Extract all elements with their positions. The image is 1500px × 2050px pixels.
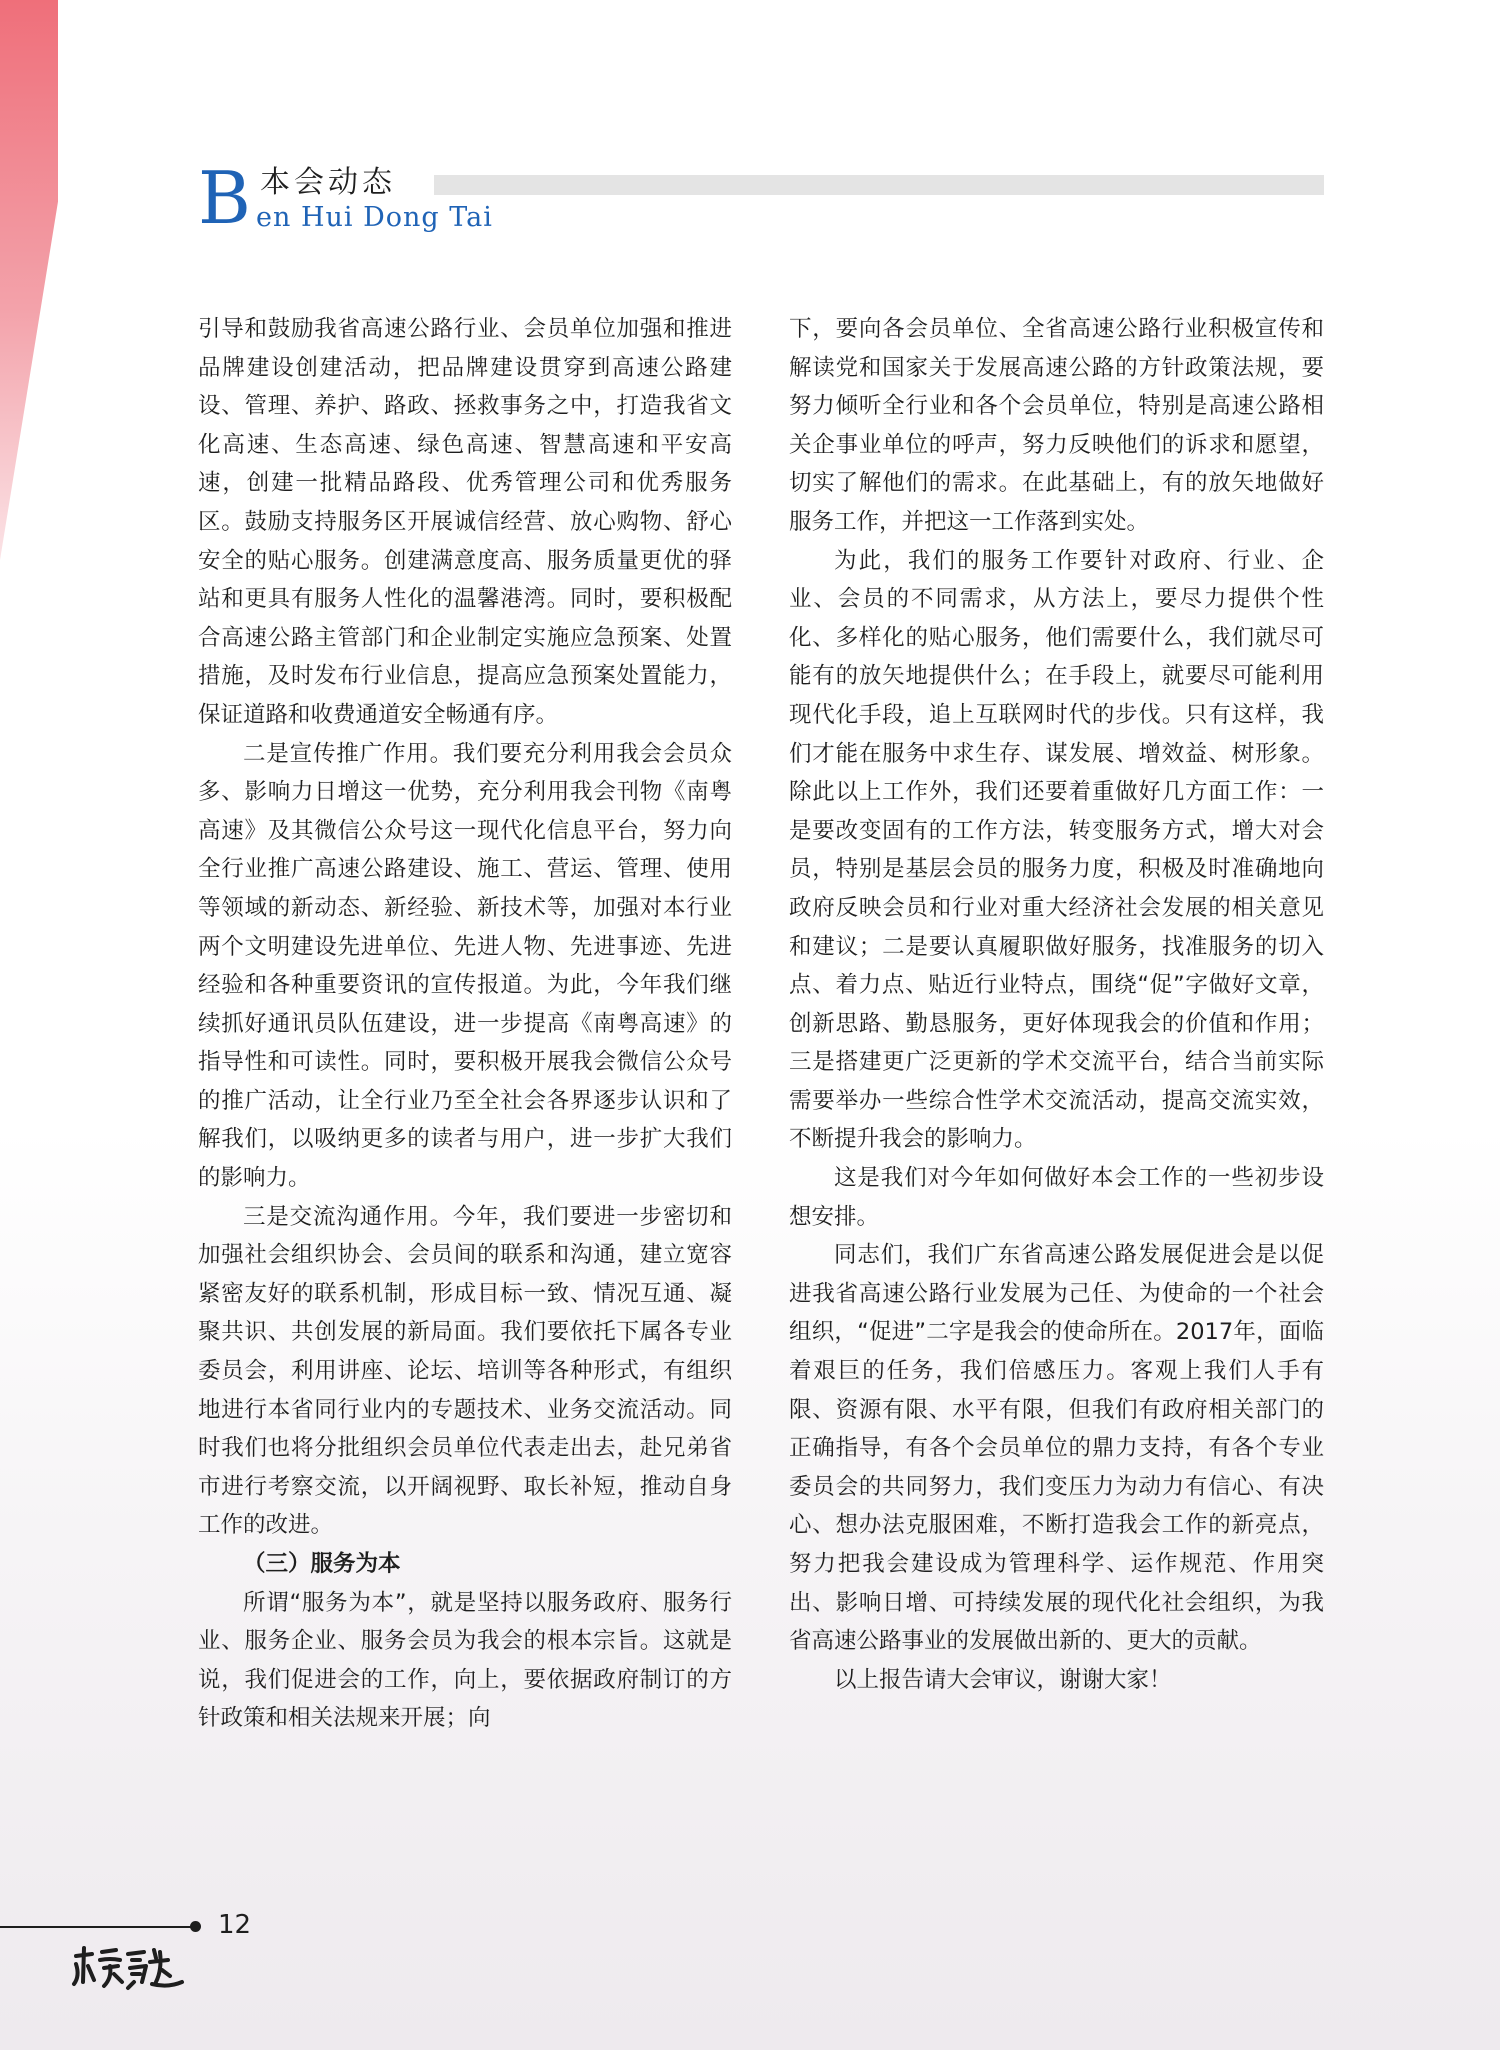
footer-dot	[190, 1921, 201, 1932]
section-title-en: en Hui Dong Tai	[256, 202, 493, 233]
paragraph: 这是我们对今年如何做好本会工作的一些初步设想安排。	[789, 1165, 1324, 1230]
paragraph: 为此，我们的服务工作要针对政府、行业、企业、会员的不同需求，从方法上，要尽力提供个性化、多样化的贴心服务，他们需要什么，我们就尽可能有的放矢地提供什么；在手段上，就要尽可能利用现代化手段，追上互联网时代的步伐。只有这样，我们才能在服务中求生存、谋发展、增效益、树形象。除此以上工作外，我们还要着重做好几方面工作：一是要改变固有的工作方法，转变服务方式，增大对会员，特别是基层会员的服务力度，积极及时准确地向政府反映会员和行业对重大经济社会发展的相关意见和建议；二是要认真履职做好服务，找准服务的切入点、着力点、贴近行业特点，围绕“促”字做好文章，创新思路、勤恳服务，更好体现我会的价值和作用；三是搭建更广泛更新的学术交流平台，结合当前实际需要举办一些综合性学术交流活动，提高交流实效，不断提升我会的影响力。	[789, 547, 1324, 1153]
paragraph: 引导和鼓励我省高速公路行业、会员单位加强和推进品牌建设创建活动，把品牌建设贯穿到高速公路建设、管理、养护、路政、拯救事务之中，打造我省文化高速、生态高速、绿色高速、智慧高速和平安高速，创建一批精品路段、优秀管理公司和优秀服务区。鼓励支持服务区开展诚信经营、放心购物、舒心安全的贴心服务。创建满意度高、服务质量更优的驿站和更具有服务人性化的温馨港湾。同时，要积极配合高速公路主管部门和企业制定实施应急预案、处置措施，及时发布行业信息，提高应急预案处置能力，保证道路和收费通道安全畅通有序。	[198, 316, 732, 728]
paragraph: 三是交流沟通作用。今年，我们要进一步密切和加强社会组织协会、会员间的联系和沟通，建立宽容紧密友好的联系机制，形成目标一致、情况互通、凝聚共识、共创发展的新局面。我们要依托下属各专业委员会，利用讲座、论坛、培训等各种形式，有组织地进行本省同行业内的专题技术、业务交流活动。同时我们也将分批组织会员单位代表走出去，赴兄弟省市进行考察交流，以开阔视野、取长补短，推动自身工作的改进。	[198, 1203, 732, 1539]
section-initial: B	[198, 156, 251, 240]
section-header	[198, 156, 1324, 240]
footer-rule	[0, 1926, 196, 1928]
paragraph: 所谓“服务为本”，就是坚持以服务政府、服务行业、服务企业、服务会员为我会的根本宗旨。这就是说，我们促进会的工作，向上，要依据政府制订的方针政策和相关法规来开展；向	[198, 1589, 732, 1732]
paragraph: 二是宣传推广作用。我们要充分利用我会会员众多、影响力日增这一优势，充分利用我会刊物《南粤高速》及其微信公众号这一现代化信息平台，努力向全行业推广高速公路建设、施工、营运、管理、使用等领域的新动态、新经验、新技术等，加强对本行业两个文明建设先进单位、先进人物、先进事迹、先进经验和各种重要资讯的宣传报道。为此，今年我们继续抓好通讯员队伍建设，进一步提高《南粤高速》的指导性和可读性。同时，要积极开展我会微信公众号的推广活动，让全行业乃至全社会各界逐步认识和了解我们，以吸纳更多的读者与用户，进一步扩大我们的影响力。	[198, 740, 732, 1192]
section-title-cn: 本会动态	[260, 165, 396, 200]
title-bar-decoration	[434, 175, 1324, 195]
paragraph: 同志们，我们广东省高速公路发展促进会是以促进我省高速公路行业发展为己任、为使命的一个社会组织，“促进”二字是我会的使命所在。2017年，面临着艰巨的任务，我们倍感压力。客观上我们人手有限、资源有限、水平有限，但我们有政府相关部门的正确指导，有各个会员单位的鼎力支持，有各个专业委员会的共同努力，我们变压力为动力有信心、有决心、想办法克服困难，不断打造我会工作的新亮点，努力把我会建设成为管理科学、运作规范、作用突出、影响日增、可持续发展的现代化社会组织，为我省高速公路事业的发展做出新的、更大的贡献。	[789, 1242, 1324, 1655]
subheading: （三）服务为本	[243, 1551, 401, 1577]
closing-line: 以上报告请大会审议，谢谢大家！	[834, 1666, 1172, 1693]
paragraph: 下，要向各会员单位、全省高速公路行业积极宣传和解读党和国家关于发展高速公路的方针政策法规，要努力倾听全行业和各个会员单位，特别是高速公路相关企事业单位的呼声，努力反映他们的诉求和愿望，切实了解他们的需求。在此基础上，有的放矢地做好服务工作，并把这一工作落到实处。	[789, 316, 1324, 535]
magazine-logo	[70, 1942, 190, 1992]
right-column	[789, 310, 1324, 1699]
left-column	[198, 310, 732, 1738]
corner-decoration	[0, 0, 58, 560]
page-number: 12	[218, 1910, 252, 1940]
